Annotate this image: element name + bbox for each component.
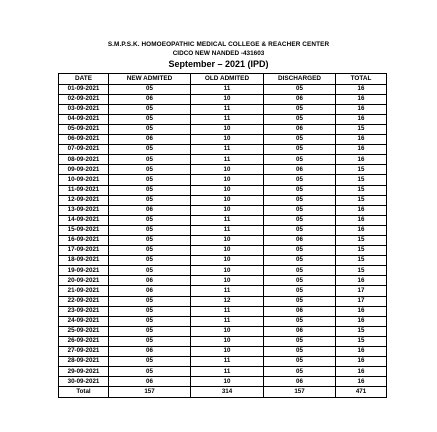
grand-total: 471 <box>336 387 387 397</box>
cell-total: 17 <box>336 296 387 306</box>
cell-date: 06-09-2021 <box>59 135 109 145</box>
table-row <box>59 185 387 195</box>
cell-total: 16 <box>336 205 387 215</box>
cell-date: 17-09-2021 <box>59 246 109 256</box>
cell-date: 02-09-2021 <box>59 94 109 104</box>
cell-new-admited: 05 <box>109 195 191 205</box>
cell-total: 16 <box>336 306 387 316</box>
cell-discharged: 06 <box>264 326 336 336</box>
cell-discharged: 06 <box>264 236 336 246</box>
cell-discharged: 05 <box>264 205 336 215</box>
cell-discharged: 06 <box>264 124 336 134</box>
cell-discharged: 05 <box>264 225 336 235</box>
cell-date: 14-09-2021 <box>59 215 109 225</box>
cell-total: 15 <box>336 236 387 246</box>
cell-total: 16 <box>336 316 387 326</box>
cell-new-admited: 05 <box>109 306 191 316</box>
table-row <box>59 276 387 286</box>
table-row <box>59 114 387 124</box>
cell-total: 16 <box>336 215 387 225</box>
cell-new-admited: 06 <box>109 286 191 296</box>
table-row <box>59 357 387 367</box>
cell-new-admited: 06 <box>109 94 191 104</box>
cell-discharged: 05 <box>264 266 336 276</box>
cell-discharged: 05 <box>264 155 336 165</box>
cell-date: 04-09-2021 <box>59 114 109 124</box>
table-row <box>59 145 387 155</box>
cell-discharged: 05 <box>264 84 336 94</box>
cell-total: 15 <box>336 185 387 195</box>
cell-discharged: 06 <box>264 306 336 316</box>
cell-date: 12-09-2021 <box>59 195 109 205</box>
cell-total: 15 <box>336 175 387 185</box>
table-row <box>59 236 387 246</box>
cell-discharged: 05 <box>264 336 336 346</box>
total-label: Total <box>59 387 109 397</box>
table-row <box>59 195 387 205</box>
cell-new-admited: 05 <box>109 114 191 124</box>
cell-total: 16 <box>336 94 387 104</box>
cell-date: 18-09-2021 <box>59 256 109 266</box>
cell-new-admited: 05 <box>109 124 191 134</box>
column-header-total: TOTAL <box>336 74 387 85</box>
cell-old-admited: 10 <box>191 347 264 357</box>
total-old-admited: 314 <box>191 387 264 397</box>
table-row <box>59 94 387 104</box>
column-header-discharged: DISCHARGED <box>264 74 336 85</box>
cell-new-admited: 05 <box>109 155 191 165</box>
cell-new-admited: 06 <box>109 347 191 357</box>
cell-date: 05-09-2021 <box>59 124 109 134</box>
cell-new-admited: 05 <box>109 336 191 346</box>
cell-total: 16 <box>336 114 387 124</box>
column-header-old-admited: OLD ADMITED <box>191 74 264 85</box>
cell-discharged: 05 <box>264 367 336 377</box>
total-new-admited: 157 <box>109 387 191 397</box>
cell-total: 15 <box>336 256 387 266</box>
cell-date: 13-09-2021 <box>59 205 109 215</box>
cell-new-admited: 05 <box>109 236 191 246</box>
cell-new-admited: 05 <box>109 316 191 326</box>
cell-new-admited: 05 <box>109 145 191 155</box>
table-row <box>59 316 387 326</box>
cell-date: 23-09-2021 <box>59 306 109 316</box>
cell-date: 03-09-2021 <box>59 104 109 114</box>
cell-new-admited: 05 <box>109 266 191 276</box>
cell-discharged: 05 <box>264 347 336 357</box>
cell-date: 21-09-2021 <box>59 286 109 296</box>
cell-total: 16 <box>336 155 387 165</box>
cell-new-admited: 05 <box>109 215 191 225</box>
table-row <box>59 286 387 296</box>
cell-total: 16 <box>336 377 387 387</box>
cell-old-admited: 10 <box>191 165 264 175</box>
table-header-row <box>59 74 387 85</box>
cell-discharged: 05 <box>264 316 336 326</box>
cell-date: 27-09-2021 <box>59 347 109 357</box>
cell-date: 08-09-2021 <box>59 155 109 165</box>
cell-old-admited: 10 <box>191 326 264 336</box>
cell-total: 16 <box>336 135 387 145</box>
cell-old-admited: 10 <box>191 266 264 276</box>
cell-old-admited: 11 <box>191 145 264 155</box>
table-row <box>59 256 387 266</box>
cell-discharged: 05 <box>264 256 336 266</box>
table-row <box>59 367 387 377</box>
cell-old-admited: 11 <box>191 357 264 367</box>
cell-new-admited: 06 <box>109 276 191 286</box>
cell-new-admited: 05 <box>109 296 191 306</box>
cell-old-admited: 10 <box>191 124 264 134</box>
table-row <box>59 135 387 145</box>
cell-discharged: 05 <box>264 104 336 114</box>
cell-new-admited: 05 <box>109 104 191 114</box>
cell-date: 25-09-2021 <box>59 326 109 336</box>
cell-total: 16 <box>336 145 387 155</box>
cell-date: 11-09-2021 <box>59 185 109 195</box>
cell-new-admited: 05 <box>109 246 191 256</box>
cell-old-admited: 10 <box>191 195 264 205</box>
column-header-date: DATE <box>59 74 109 85</box>
cell-discharged: 05 <box>264 296 336 306</box>
table-row <box>59 246 387 256</box>
cell-date: 10-09-2021 <box>59 175 109 185</box>
cell-old-admited: 11 <box>191 225 264 235</box>
cell-old-admited: 11 <box>191 316 264 326</box>
table-row <box>59 225 387 235</box>
cell-new-admited: 05 <box>109 165 191 175</box>
cell-total: 16 <box>336 104 387 114</box>
table-row <box>59 326 387 336</box>
cell-date: 20-09-2021 <box>59 276 109 286</box>
cell-old-admited: 10 <box>191 336 264 346</box>
cell-date: 29-09-2021 <box>59 367 109 377</box>
cell-new-admited: 05 <box>109 357 191 367</box>
cell-new-admited: 06 <box>109 135 191 145</box>
cell-total: 15 <box>336 124 387 134</box>
cell-discharged: 05 <box>264 114 336 124</box>
cell-discharged: 05 <box>264 215 336 225</box>
table-row <box>59 215 387 225</box>
table-row <box>59 266 387 276</box>
cell-discharged: 06 <box>264 94 336 104</box>
cell-old-admited: 11 <box>191 367 264 377</box>
cell-new-admited: 05 <box>109 185 191 195</box>
cell-old-admited: 10 <box>191 246 264 256</box>
cell-new-admited: 06 <box>109 377 191 387</box>
cell-old-admited: 10 <box>191 94 264 104</box>
cell-old-admited: 12 <box>191 296 264 306</box>
cell-date: 15-09-2021 <box>59 225 109 235</box>
cell-date: 26-09-2021 <box>59 336 109 346</box>
cell-total: 15 <box>336 266 387 276</box>
report-period-title: September – 2021 (IPD) <box>168 59 269 69</box>
table-row <box>59 347 387 357</box>
cell-discharged: 06 <box>264 377 336 387</box>
cell-old-admited: 10 <box>191 236 264 246</box>
cell-discharged: 05 <box>264 145 336 155</box>
table-row <box>59 104 387 114</box>
cell-new-admited: 05 <box>109 326 191 336</box>
cell-date: 19-09-2021 <box>59 266 109 276</box>
cell-date: 16-09-2021 <box>59 236 109 246</box>
cell-date: 09-09-2021 <box>59 165 109 175</box>
cell-old-admited: 10 <box>191 185 264 195</box>
table-row <box>59 155 387 165</box>
cell-old-admited: 11 <box>191 286 264 296</box>
cell-old-admited: 10 <box>191 135 264 145</box>
table-row <box>59 84 387 94</box>
cell-discharged: 05 <box>264 135 336 145</box>
cell-discharged: 05 <box>264 246 336 256</box>
cell-new-admited: 05 <box>109 175 191 185</box>
table-row <box>59 306 387 316</box>
cell-total: 16 <box>336 347 387 357</box>
cell-discharged: 05 <box>264 276 336 286</box>
cell-new-admited: 06 <box>109 205 191 215</box>
table-row <box>59 124 387 134</box>
cell-old-admited: 10 <box>191 276 264 286</box>
cell-old-admited: 11 <box>191 104 264 114</box>
cell-total: 16 <box>336 225 387 235</box>
cell-discharged: 05 <box>264 175 336 185</box>
college-name: S.M.P.S.K. HOMOEOPATHIC MEDICAL COLLEGE & REACHER CENTER <box>107 41 330 48</box>
cell-date: 24-09-2021 <box>59 316 109 326</box>
cell-date: 30-09-2021 <box>59 377 109 387</box>
cell-new-admited: 05 <box>109 256 191 266</box>
cell-new-admited: 05 <box>109 84 191 94</box>
cell-total: 16 <box>336 276 387 286</box>
table-row <box>59 336 387 346</box>
cell-date: 01-09-2021 <box>59 84 109 94</box>
table-row <box>59 175 387 185</box>
cell-total: 15 <box>336 246 387 256</box>
column-header-new-admited: NEW ADMITED <box>109 74 191 85</box>
cell-old-admited: 11 <box>191 84 264 94</box>
cell-total: 15 <box>336 326 387 336</box>
cell-date: 28-09-2021 <box>59 357 109 367</box>
ipd-census-table <box>58 73 387 398</box>
table-row <box>59 296 387 306</box>
cell-discharged: 05 <box>264 185 336 195</box>
table-row <box>59 205 387 215</box>
cell-discharged: 06 <box>264 165 336 175</box>
cell-discharged: 05 <box>264 357 336 367</box>
cell-total: 15 <box>336 195 387 205</box>
cell-total: 15 <box>336 336 387 346</box>
cell-old-admited: 11 <box>191 215 264 225</box>
table-row <box>59 377 387 387</box>
cell-date: 07-09-2021 <box>59 145 109 155</box>
cell-discharged: 05 <box>264 286 336 296</box>
table-body <box>59 84 387 387</box>
cell-total: 16 <box>336 84 387 94</box>
cell-old-admited: 10 <box>191 175 264 185</box>
cell-total: 15 <box>336 165 387 175</box>
cell-discharged: 05 <box>264 195 336 205</box>
cell-old-admited: 11 <box>191 114 264 124</box>
cell-new-admited: 05 <box>109 225 191 235</box>
cell-old-admited: 10 <box>191 256 264 266</box>
cell-old-admited: 11 <box>191 306 264 316</box>
college-address: CIDCO NEW NANDED -431603 <box>172 50 265 57</box>
table-row <box>59 165 387 175</box>
cell-old-admited: 10 <box>191 205 264 215</box>
total-row <box>59 387 387 397</box>
cell-total: 17 <box>336 286 387 296</box>
cell-new-admited: 05 <box>109 367 191 377</box>
total-discharged: 157 <box>264 387 336 397</box>
cell-old-admited: 11 <box>191 155 264 165</box>
cell-total: 16 <box>336 367 387 377</box>
cell-total: 16 <box>336 357 387 367</box>
cell-date: 22-09-2021 <box>59 296 109 306</box>
cell-old-admited: 10 <box>191 377 264 387</box>
